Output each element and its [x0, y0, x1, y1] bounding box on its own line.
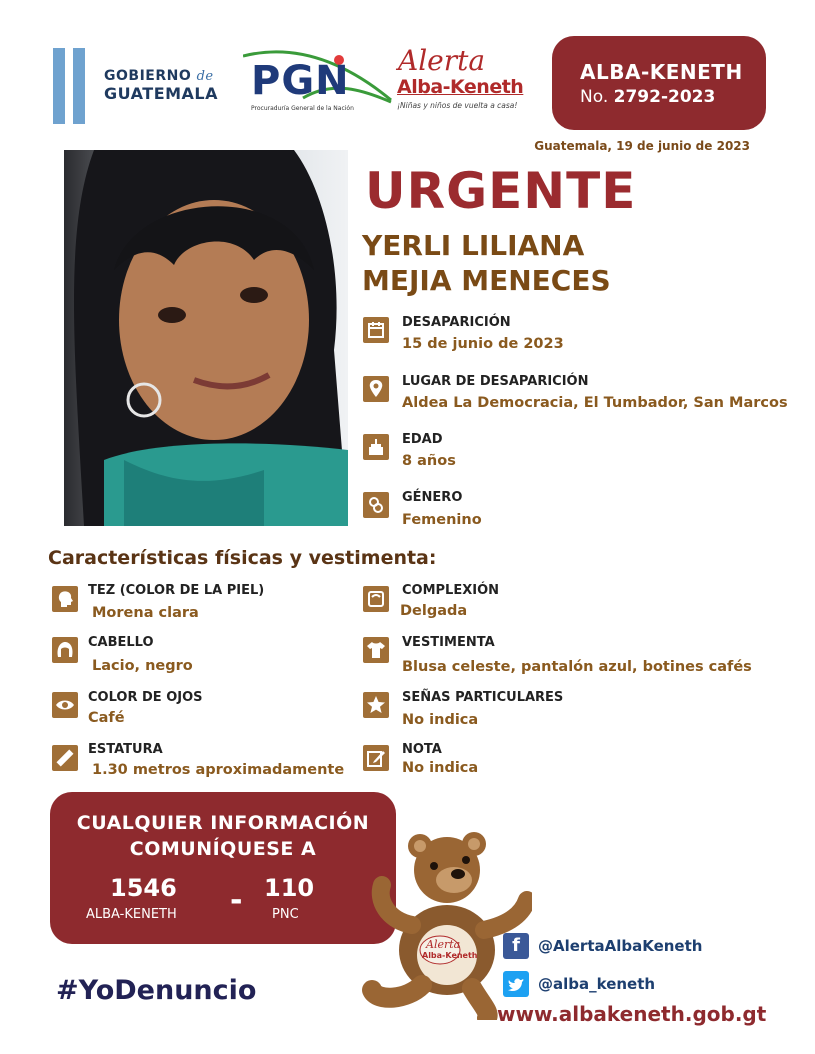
case-number: No. 2792-2023: [580, 87, 716, 107]
alerta-logo-word: Alerta: [398, 44, 486, 77]
contact-line2: COMUNÍQUESE A: [129, 838, 317, 860]
gobierno-logo-line1: GOBIERNO de: [104, 68, 214, 84]
phone-alba-keneth-label: ALBA-KENETH: [86, 907, 177, 922]
facebook-icon[interactable]: f: [503, 933, 529, 959]
disappearance-place-value: Aldea La Democracia, El Tumbador, San Marcos: [402, 395, 788, 411]
pgn-subtitle: Procuraduría General de la Nación: [251, 105, 354, 112]
hair-icon: [52, 637, 78, 663]
characteristics-title: Características físicas y vestimenta:: [48, 547, 437, 569]
phone-alba-keneth: 1546: [110, 874, 177, 902]
eye-icon: [52, 692, 78, 718]
child-name-line1: YERLI LILIANA: [362, 229, 585, 262]
gender-value: Femenino: [402, 512, 482, 528]
phone-pnc: 110: [264, 874, 315, 902]
eye-color-value: Café: [88, 710, 125, 726]
location-pin-icon: [363, 376, 389, 402]
cake-icon: [363, 434, 389, 460]
website-link[interactable]: www.albakeneth.gob.gt: [497, 1002, 767, 1026]
skin-tone-label: TEZ (COLOR DE LA PIEL): [88, 583, 265, 598]
twitter-handle[interactable]: @alba_keneth: [538, 975, 656, 993]
case-title: ALBA-KENETH: [580, 60, 743, 84]
gobierno-logo-line2: GUATEMALA: [104, 84, 218, 103]
calendar-icon: [363, 317, 389, 343]
phone-pnc-label: PNC: [272, 907, 299, 922]
facebook-handle[interactable]: @AlertaAlbaKeneth: [538, 937, 703, 955]
hashtag: #YoDenuncio: [56, 975, 257, 1006]
note-icon: [363, 745, 389, 771]
disappearance-date-value: 15 de junio de 2023: [402, 336, 564, 352]
contact-line1: CUALQUIER INFORMACIÓN: [76, 812, 370, 834]
clothing-label: VESTIMENTA: [402, 635, 495, 650]
note-label: NOTA: [402, 742, 442, 757]
ruler-icon: [52, 745, 78, 771]
disappearance-place-label: LUGAR DE DESAPARICIÓN: [402, 374, 589, 389]
alerta-logo-name: Alba-Keneth: [397, 76, 524, 98]
age-value: 8 años: [402, 453, 456, 469]
hair-label: CABELLO: [88, 635, 154, 650]
distinguishing-marks-label: SEÑAS PARTICULARES: [402, 690, 564, 705]
child-name-line2: MEJIA MENECES: [362, 264, 611, 297]
gobierno-logo-bars: [53, 48, 97, 124]
phone-separator: -: [230, 883, 243, 918]
scale-icon: [363, 586, 389, 612]
shirt-icon: [363, 637, 389, 663]
gender-icon: [363, 492, 389, 518]
alerta-logo-tagline: ¡Niñas y niños de vuelta a casa!: [397, 101, 518, 110]
height-value: 1.30 metros aproximadamente: [92, 762, 345, 778]
clothing-value: Blusa celeste, pantalón azul, botines cafés: [402, 659, 752, 675]
twitter-icon[interactable]: [503, 971, 529, 997]
skin-tone-value: Morena clara: [92, 605, 199, 621]
star-icon: [363, 692, 389, 718]
head-profile-icon: [52, 586, 78, 612]
build-value: Delgada: [400, 603, 468, 619]
disappearance-date-label: DESAPARICIÓN: [402, 315, 511, 330]
gender-label: GÉNERO: [402, 490, 463, 505]
missing-child-photo: [64, 150, 348, 526]
mascot-badge-name: Alba-Keneth: [422, 951, 478, 960]
pgn-logo-text: PGN: [251, 58, 350, 104]
issue-date: Guatemala, 19 de junio de 2023: [534, 139, 750, 153]
mascot-badge-word: Alerta: [426, 938, 461, 951]
build-label: COMPLEXIÓN: [402, 583, 500, 598]
hair-value: Lacio, negro: [92, 658, 193, 674]
age-label: EDAD: [402, 432, 443, 447]
urgent-title: URGENTE: [365, 162, 637, 220]
note-value: No indica: [402, 760, 479, 776]
distinguishing-marks-value: No indica: [402, 712, 479, 728]
height-label: ESTATURA: [88, 742, 163, 757]
eye-color-label: COLOR DE OJOS: [88, 690, 203, 705]
